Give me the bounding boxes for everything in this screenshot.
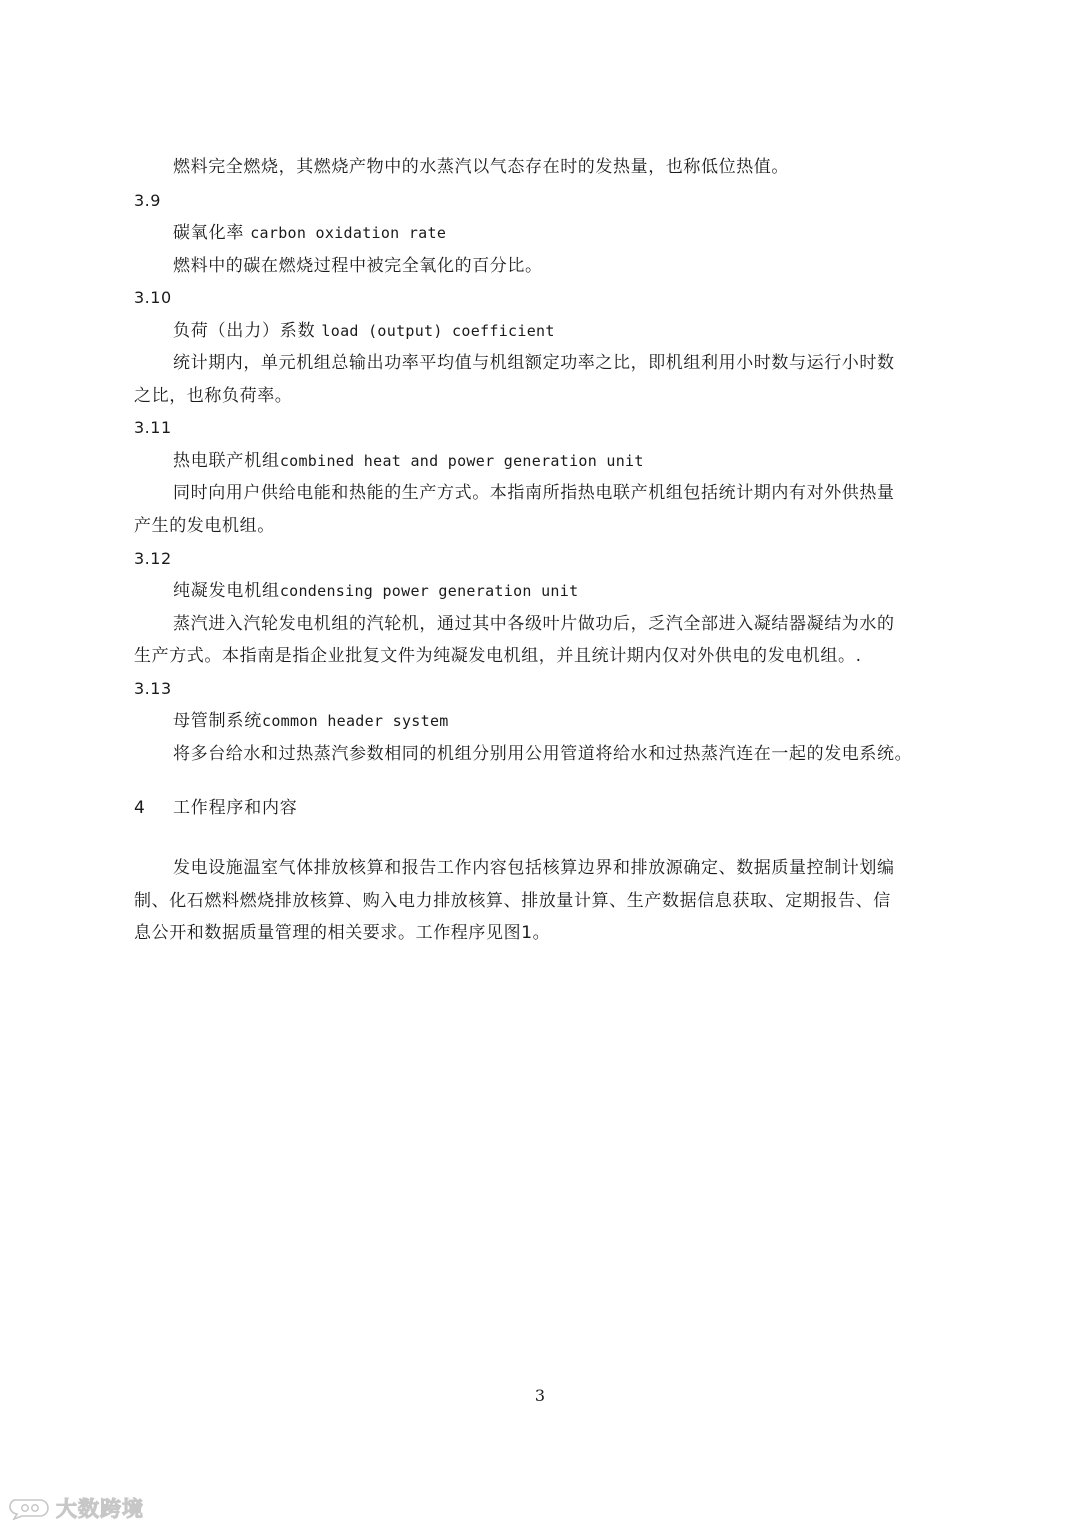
definition-text-3-12-line1: 蒸汽进入汽轮发电机组的汽轮机，通过其中各级叶片做功后，乏汽全部进入凝结器凝结为水的 — [173, 614, 895, 634]
definition-text-3-11-line1: 同时向用户供给电能和热能的生产方式。本指南所指热电联产机组包括统计期内有对外供热量 — [173, 483, 895, 503]
section-heading-4 — [134, 797, 298, 819]
clause-number-3-9: 3.9 — [134, 191, 161, 210]
definition-text-3-12-line2: 生产方式。本指南是指企业批复文件为纯凝发电机组，并且统计期内仅对外供电的发电机组。. — [134, 646, 862, 666]
definition-text-3-8: 燃料完全燃烧，其燃烧产物中的水蒸汽以气态存在时的发热量，也称低位热值。 — [173, 157, 789, 177]
term-cn-3-12: 纯凝发电机组 — [173, 581, 280, 601]
clause-number-3-10: 3.10 — [134, 288, 172, 307]
term-en-3-10: load (output) coefficient — [321, 322, 555, 340]
definition-text-3-11-line2: 产生的发电机组。 — [134, 516, 275, 536]
clause-number-3-11: 3.11 — [134, 418, 172, 437]
watermark-text: 大数跨境 — [56, 1497, 144, 1521]
section-4-paragraph-line3: 息公开和数据质量管理的相关要求。工作程序见图1。 — [134, 923, 551, 943]
term-cn-3-11: 热电联产机组 — [173, 451, 280, 471]
term-en-3-9: carbon oxidation rate — [250, 224, 447, 242]
clause-number-3-12: 3.12 — [134, 549, 172, 568]
watermark — [8, 1493, 144, 1523]
section-title: 工作程序和内容 — [173, 798, 298, 818]
section-4-paragraph-line1: 发电设施温室气体排放核算和报告工作内容包括核算边界和排放源确定、数据质量控制计划编 — [173, 858, 895, 878]
term-cn-3-10: 负荷（出力）系数 — [173, 321, 316, 341]
definition-text-3-13: 将多台给水和过热蒸汽参数相同的机组分别用公用管道将给水和过热蒸汽连在一起的发电系统。 — [173, 744, 913, 764]
definition-text-3-10-line2: 之比，也称负荷率。 — [134, 386, 293, 406]
term-en-3-13: common header system — [262, 712, 449, 730]
term-heading-3-9 — [173, 222, 446, 244]
page-number: 3 — [534, 1386, 546, 1405]
term-heading-3-11 — [173, 450, 644, 472]
term-cn-3-13: 母管制系统 — [173, 711, 262, 731]
section-4-paragraph-line2: 制、化石燃料燃烧排放核算、购入电力排放核算、排放量计算、生产数据信息获取、定期报告、信 — [134, 891, 891, 911]
definition-text-3-9: 燃料中的碳在燃烧过程中被完全氧化的百分比。 — [173, 256, 543, 276]
term-heading-3-13 — [173, 710, 449, 732]
clause-number-3-13: 3.13 — [134, 679, 172, 698]
term-heading-3-12 — [173, 580, 578, 602]
section-number: 4 — [134, 798, 146, 818]
definition-text-3-10-line1: 统计期内，单元机组总输出功率平均值与机组额定功率之比，即机组利用小时数与运行小时数 — [173, 353, 895, 373]
term-en-3-12: condensing power generation unit — [279, 582, 579, 600]
term-heading-3-10 — [173, 320, 555, 342]
term-cn-3-9: 碳氧化率 — [173, 223, 245, 243]
term-en-3-11: combined heat and power generation unit — [279, 452, 644, 470]
watermark-logo-icon — [8, 1496, 52, 1520]
